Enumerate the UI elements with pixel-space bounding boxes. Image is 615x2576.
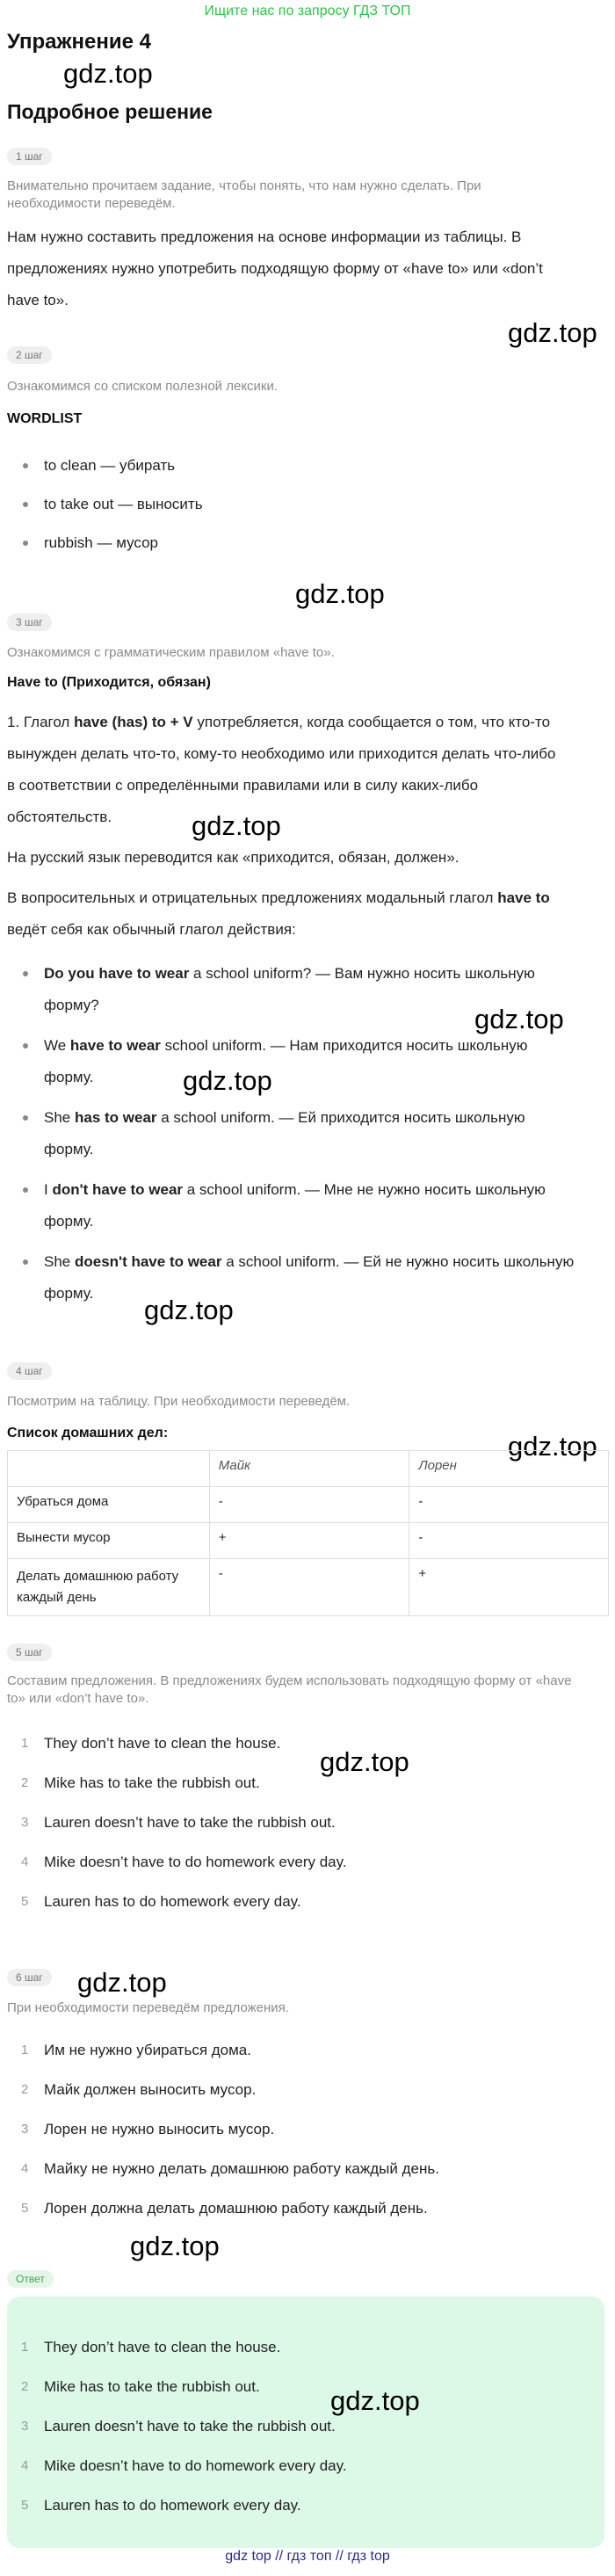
watermark: gdz.top (192, 810, 281, 841)
table-heading: Список домашних дел: (7, 1426, 169, 1440)
list-item: 5 Lauren has to do homework every day. (21, 2497, 301, 2514)
watermark: gdz.top (474, 1004, 564, 1034)
list-item: 1 They don’t have to clean the house. (21, 1735, 281, 1752)
step-badge: 3 шаг (7, 613, 52, 631)
page-title: Упражнение 4 (7, 30, 151, 54)
sentences-list (7, 1733, 613, 1931)
table-cell: - (409, 1487, 609, 1523)
rule-text: 1. Глагол have (has) to + V употребляется, когда сообщается о том, что кто-то вынужден делать что-то, кому-то необходимо или приходится делать что-либо в соответствии с определёнными правилами или в силу каких-либо обстоятельств. (7, 714, 556, 825)
table-cell: - (209, 1559, 409, 1616)
watermark: gdz.top (320, 1746, 409, 1777)
step-note: При необходимости переведём предложения. (7, 2000, 289, 2015)
list-item: We have to wear school uniform. — Нам приходится носить школьную форму. (7, 1030, 613, 1102)
table-cell: - (209, 1487, 409, 1523)
step-note: Ознакомимся с грамматическим правилом «have to». (7, 645, 335, 660)
watermark: gdz.top (508, 1431, 597, 1462)
step-note: Составим предложения. В предложениях будем использовать подходящую форму от «have to» или «don’t have to». (7, 1673, 572, 1706)
page-subtitle: Подробное решение (7, 100, 213, 123)
examples-list (7, 958, 613, 1318)
list-item: 2 Майк должен выносить мусор. (21, 2081, 257, 2098)
table-header-cell: Майк (209, 1451, 409, 1487)
table-row (8, 1559, 609, 1616)
answer-list (7, 2337, 604, 2535)
list-item: 3 Лорен не нужно выносить мусор. (21, 2121, 275, 2137)
question-text: В вопросительных и отрицательных предложениях модальный глагол have to ведёт себя как обычный глагол действия: (7, 889, 550, 938)
step-badge: 4 шаг (7, 1362, 52, 1380)
step-badge: 6 шаг (7, 1969, 52, 1986)
table-cell: Делать домашнюю работу каждый день (8, 1559, 210, 1616)
list-item: 3 Lauren doesn’t have to take the rubbish out. (21, 2418, 336, 2435)
footer-links[interactable]: gdz top // гдз топ // гдз top (225, 2549, 390, 2564)
step-note: Внимательно прочитаем задание, чтобы понять, что нам нужно сделать. При необходимости переведём. (7, 178, 481, 211)
table-header-row (8, 1451, 609, 1487)
list-item: to clean — убирать (7, 450, 613, 489)
list-item: 4 Mike doesn’t have to do homework every day. (21, 2457, 347, 2474)
step-badge: 1 шаг (7, 148, 52, 165)
search-hint-link[interactable]: Ищите нас по запросу ГДЗ ТОП (204, 4, 411, 18)
chores-table (7, 1450, 609, 1616)
watermark: gdz.top (144, 1295, 234, 1325)
rule-heading: Have to (Приходится, обязан) (7, 675, 211, 690)
watermark: gdz.top (295, 578, 385, 609)
wordlist (7, 450, 613, 566)
list-item: 2 Mike has to take the rubbish out. (21, 1774, 260, 1791)
list-item: 2 Mike has to take the rubbish out. (21, 2378, 260, 2395)
table-cell: Вынести мусор (8, 1523, 210, 1559)
table-header-cell: Лорен (409, 1451, 609, 1487)
list-item: to take out — выносить (7, 489, 613, 527)
list-item: 5 Лорен должна делать домашнюю работу каждый день. (21, 2200, 428, 2217)
table-row (8, 1523, 609, 1559)
list-item: I don't have to wear a school uniform. — Мне не нужно носить школьную форму. (7, 1174, 613, 1246)
table-cell: Убраться дома (8, 1487, 210, 1523)
watermark: gdz.top (508, 317, 597, 348)
table-cell: + (409, 1559, 609, 1616)
table-row (8, 1487, 609, 1523)
watermark: gdz.top (130, 2231, 220, 2261)
list-item: rubbish — мусор (7, 527, 613, 566)
list-item: 4 Майку не нужно делать домашнюю работу каждый день. (21, 2160, 439, 2177)
list-item: She doesn't have to wear a school uniform. — Ей не нужно носить школьную форму. (7, 1246, 613, 1318)
task-text: Нам нужно составить предложения на основе информации из таблицы. В предложениях нужно употребить подходящую форму от «have to» или «don’t have to». (7, 229, 543, 308)
answer-badge: Ответ (7, 2270, 54, 2288)
table-cell: - (409, 1523, 609, 1559)
watermark: gdz.top (183, 1065, 272, 1096)
list-item: 1 They don’t have to clean the house. (21, 2339, 281, 2355)
list-item: 1 Им не нужно убираться дома. (21, 2042, 251, 2058)
list-item: 5 Lauren has to do homework every day. (21, 1893, 301, 1910)
wordlist-heading: WORDLIST (7, 411, 83, 426)
watermark: gdz.top (77, 1967, 167, 1998)
step-badge: 5 шаг (7, 1644, 52, 1661)
table-cell: + (209, 1523, 409, 1559)
list-item: She has to wear a school uniform. — Ей приходится носить школьную форму. (7, 1102, 613, 1174)
watermark: gdz.top (63, 58, 153, 89)
table-header-cell (8, 1451, 210, 1487)
step-note: Ознакомимся со списком полезной лексики. (7, 379, 279, 394)
step-badge: 2 шаг (7, 346, 52, 364)
step-note: Посмотрим на таблицу. При необходимости переведём. (7, 1394, 351, 1409)
translation-text: На русский язык переводится как «приходится, обязан, должен». (7, 849, 459, 866)
list-item: 4 Mike doesn’t have to do homework every day. (21, 1854, 347, 1870)
list-item: 3 Lauren doesn’t have to take the rubbish out. (21, 1814, 336, 1831)
translations-list (7, 2040, 613, 2238)
list-item: Do you have to wear a school uniform? — Вам нужно носить школьную форму? (7, 958, 613, 1030)
watermark: gdz.top (330, 2385, 420, 2416)
